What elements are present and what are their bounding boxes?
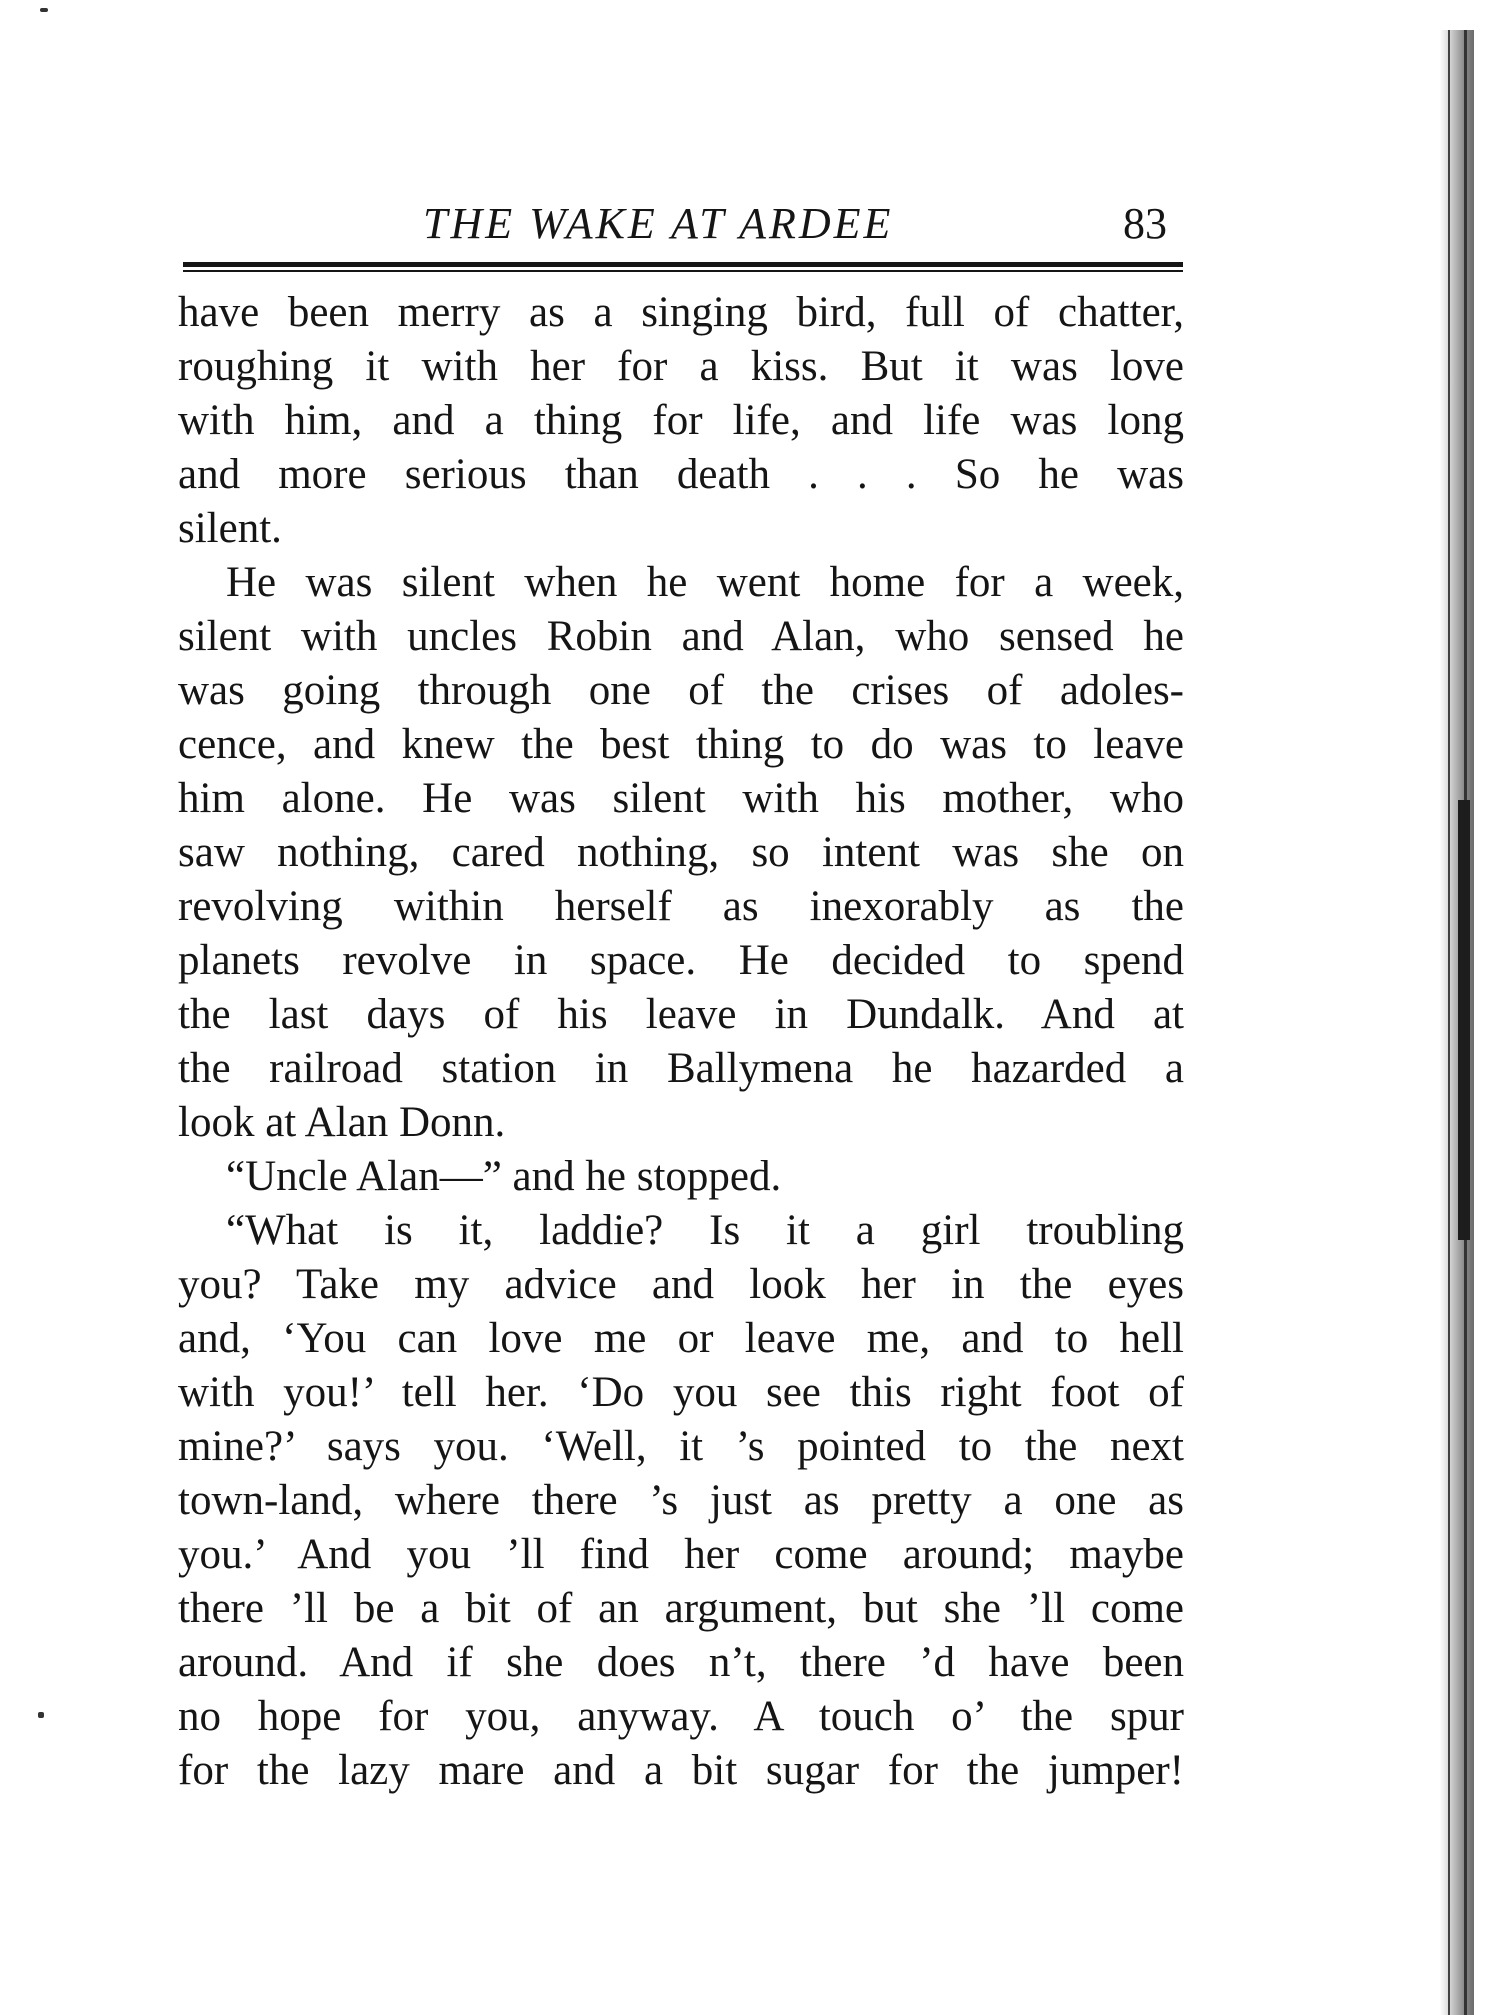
text-line: saw nothing, cared nothing, so intent was she on	[178, 829, 1184, 876]
text-line: silent.	[178, 505, 282, 552]
header-rule-thin	[183, 270, 1183, 272]
text-line: you.’ And you ’ll find her come around; maybe	[178, 1531, 1184, 1578]
scan-speck	[38, 1712, 44, 1718]
text-line: with him, and a thing for life, and life was long	[178, 397, 1184, 444]
text-line: mine?’ says you. ‘Well, it ’s pointed to the next	[178, 1423, 1184, 1470]
text-line: cence, and knew the best thing to do was to leave	[178, 721, 1184, 768]
text-line: “What is it, laddie? Is it a girl troubling	[226, 1207, 1184, 1254]
text-line: look at Alan Donn.	[178, 1099, 506, 1146]
running-title: THE WAKE AT ARDEE	[423, 199, 894, 248]
text-line: the last days of his leave in Dundalk. And at	[178, 991, 1184, 1038]
text-line: planets revolve in space. He decided to spend	[178, 937, 1184, 984]
text-line: town-land, where there ’s just as pretty a one as	[178, 1477, 1184, 1524]
text-line: silent with uncles Robin and Alan, who sensed he	[178, 613, 1184, 660]
text-line: and, ‘You can love me or leave me, and to hell	[178, 1315, 1184, 1362]
text-line: and more serious than death . . . So he was	[178, 451, 1184, 498]
text-line: no hope for you, anyway. A touch o’ the spur	[178, 1693, 1184, 1740]
text-line: around. And if she does n’t, there ’d have been	[178, 1639, 1184, 1686]
page-number: 83	[1123, 199, 1167, 248]
text-line: have been merry as a singing bird, full of chatter,	[178, 289, 1184, 336]
text-line: was going through one of the crises of adoles-	[178, 667, 1184, 714]
text-line: roughing it with her for a kiss. But it was love	[178, 343, 1184, 390]
text-line: you? Take my advice and look her in the eyes	[178, 1261, 1184, 1308]
text-line: the railroad station in Ballymena he hazarded a	[178, 1045, 1184, 1092]
text-line: for the lazy mare and a bit sugar for the jumper!	[178, 1747, 1184, 1794]
body-text	[178, 286, 1184, 1798]
text-line: there ’ll be a bit of an argument, but she ’ll come	[178, 1585, 1184, 1632]
spine-line	[1448, 30, 1450, 2015]
scan-speck	[40, 8, 48, 12]
text-line: with you!’ tell her. ‘Do you see this right foot of	[178, 1369, 1184, 1416]
header-rule-thick	[183, 262, 1183, 267]
spine-dark-band	[1458, 800, 1470, 1240]
text-line: “Uncle Alan—” and he stopped.	[226, 1153, 782, 1200]
text-line: revolving within herself as inexorably as the	[178, 883, 1184, 930]
text-line: He was silent when he went home for a week,	[226, 559, 1184, 606]
text-line: him alone. He was silent with his mother, who	[178, 775, 1184, 822]
running-head	[183, 196, 1183, 252]
